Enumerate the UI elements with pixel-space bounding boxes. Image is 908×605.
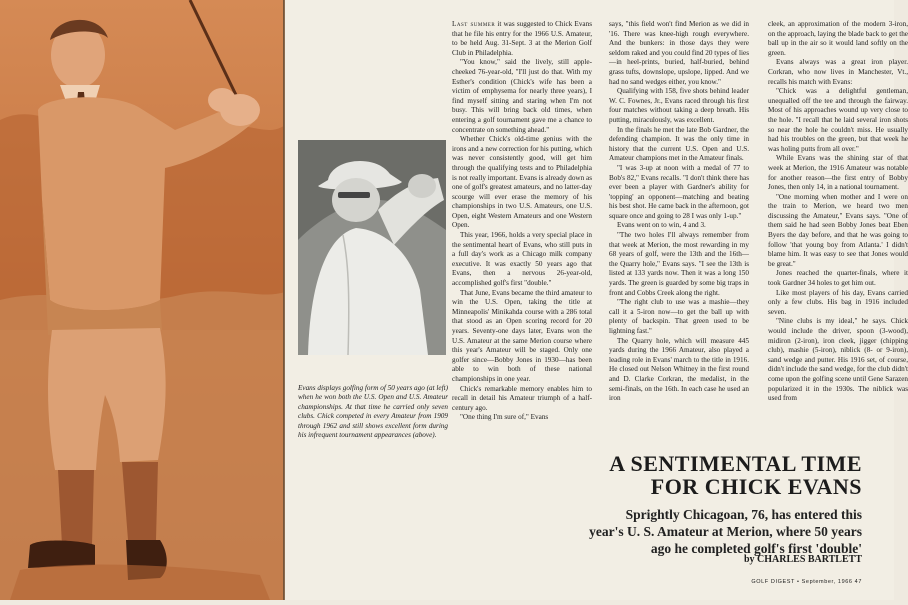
article-column-2 [609,20,749,465]
left-page-photo [0,0,285,600]
article-paragraph: "The right club to use was a mashie—they call it a 5-iron now—to get the ball up with plenty of backspin. That green used to be lightning fast." [609,298,749,335]
byline: by CHARLES BARTLETT [743,554,862,565]
older-golfer-photo [298,140,446,355]
article-lead-in: Last summer [452,20,496,28]
article-paragraph: Evans always was a great iron player. Corkran, who now lives in Manchester, Vt., recalls his match with Evans: [768,58,908,86]
article-paragraph: This year, 1966, holds a very special place in the sentimental heart of Evans, who still puts in a full day's work as a Chicago milk company executive. It was exactly 50 years ago that Evans, then a nervous 26-year-old, accomplished golf's first "double." [452,231,592,288]
inset-photo-evans [298,140,446,355]
article-paragraph: While Evans was the shining star of that week at Merion, the 1916 Amateur was notable for another reason—the first entry of Bobby Jones, then only 14, in a national tournament. [768,154,908,192]
vintage-golfer-photo [0,0,285,600]
article-paragraph: "Nine clubs is my ideal," he says. Chick would include the driver, spoon (3-wood), midiron (2-iron), iron cleek, jigger (chipping club), mashie (5-iron), niblick (8- or 9-iron), sand wedge and putter. His 1916 set, of course, didn't include the sand wedge, for the club didn't come upon the golfing scene until Gene Sarazen popularized it in the 1930s. The niblick was used from [768,317,908,403]
article-paragraph: The Quarry hole, which will measure 445 yards during the 1966 Amateur, also played a leading role in Evans' march to the title in 1916. He closed out Nelson Whitney in the first round and D. Clarke Corkran, the medalist, in the semi-finals, on the 16th. In each case he used an iron [609,336,749,403]
article-column-3 [768,20,908,465]
article-paragraph: In the finals he met the late Bob Gardner, the defending champion. It was the only time in history that the current U.S. Open and U.S. Amateur champions met in the Amateur finals. [609,125,749,163]
deck-line: ago he completed golf's first 'double' [650,541,862,556]
article-paragraph: "One thing I'm sure of," Evans [460,413,549,422]
article-paragraph: "Chick was a delightful gentleman, unequalled off the tee and through the fairway. Most of his approaches wound up very close to the hole. "I recall that he laid several iron shots so near the hole he couldn't miss. He usually had his troubles on the green, but that week he was holing putts from all over." [768,87,908,153]
article-paragraph: Like most players of his day, Evans carried only a few clubs. His bag in 1916 included seven. [768,288,908,316]
article-paragraph: "The two holes I'll always remember from that week at Merion, the most rewarding in my 68 years of golf, were the 13th and the 16th—the Quarry hole," Evans says. "I see the 13th is listed at 133 yards now. Then it was a long 150 yards. The green is guarded by some big traps in front and Cobbs Creek along the right. [609,231,749,297]
article-paragraph: cleek, an approximation of the modern 3-iron, on the approach, laying the blade back to get the ball up in the air so it would land softly on the green. [768,20,908,57]
article-column-1 [452,20,592,450]
deck-line: Sprightly Chicagoan, 76, has entered this [625,507,862,522]
article-paragraph [452,20,592,58]
article-paragraph: Evans went on to win, 4 and 3. [617,221,706,230]
article-paragraph: Whether Chick's old-time genius with the irons and a new correction for his putting, which was never consistently good, will get him through the qualifying tests and to Philadelphia is not really important. Evans is already down as one of golf's greatest amateurs, and no latter-day scourge will ever erase the memory of his championships in two U.S. Amateurs, one U.S. Open, eight Western Amateurs and one Western Open. [452,135,592,230]
deck-line: year's U. S. Amateur at Merion, where 50 years [589,524,862,539]
title-line: A SENTIMENTAL TIME [609,451,862,476]
article-paragraph: Qualifying with 158, five shots behind leader W. C. Fownes, Jr., Evans raced through his first four matches without taking a deep breath. His putting, miraculously, was excellent. [609,87,749,124]
article-paragraph: says, "this field won't find Merion as we did in '16. There was knee-high rough everywhere. And the bunkers: in those days they were seldom raked and you could find 20 types of lies—in heel-prints, buried, half-buried, behind grass tufts, downslope, upslope, lipped. And we had no sand wedges either, you know." [609,20,749,86]
article-paragraph: "One morning when mother and I were on the train to Merion, we heard two men discussing the Amateur," Evans says. "One of them said he had seen Bobby Jones beat Eben Byers the day before, and that he was going to follow 'that young boy from Atlanta.' I didn't blame him. It was easy to see that Jones would be great." [768,192,908,268]
article-deck [560,506,862,557]
article-title [560,452,862,498]
article-paragraph: Chick's remarkable memory enables him to recall in detail his Amateur triumph of a half-century ago. [452,384,592,412]
title-line: FOR CHICK EVANS [650,474,862,499]
article-paragraph: Jones reached the quarter-finals, where it took Gardner 34 holes to get him out. [768,269,908,288]
article-paragraph: That June, Evans became the third amateur to win the U.S. Open, taking the title at Minneapolis' Minikahda course with a 286 total that stood as an Open scoring record for 20 years. Seventy-one days later, Evans won the U.S. Amateur at the same Merion course where this year's Amateur will be staged. Only one golfer since—Bobby Jones in 1930—has been able to win both of these national championships in one year. [452,288,592,383]
article-paragraph: "I was 3-up at noon with a medal of 77 to Bob's 82," Evans recalls. "I don't think there has ever been a player with Gardner's ability for 'topping' an opponent—matching and beating his best shot. He came back in the afternoon, got square once and going to 28 I was only 1-up." [609,163,749,220]
article-paragraph: "You know," said the lively, still apple-cheeked 76-year-old, "I'll just do that. With my Esther's condition (Chick's wife has been a victim of emphysema for nearly three years), I find myself sitting and staring when I'm not busy. This will bring back old times, when entering a golf tournament gave me a chance to concentrate on something ahead." [452,58,592,134]
article-paragraph-text: it was suggested to Chick Evans that he file his entry for the 1966 U.S. Amateur, to be held Aug. 31-Sept. 3 at the Merion Golf Club in Philadelphia. [452,20,592,57]
photo-caption: Evans displays golfing form of 50 years ago (at left) when he won both the U.S. Open and U.S. Amateur championships. At that time he carried only seven clubs. Chick competed in every Amateur from 1909 through 1962 and still shows excellent form during his infrequent tournament appearances (above). [298,384,448,440]
page-folio: GOLF DIGEST • September, 1966 47 [751,579,862,585]
